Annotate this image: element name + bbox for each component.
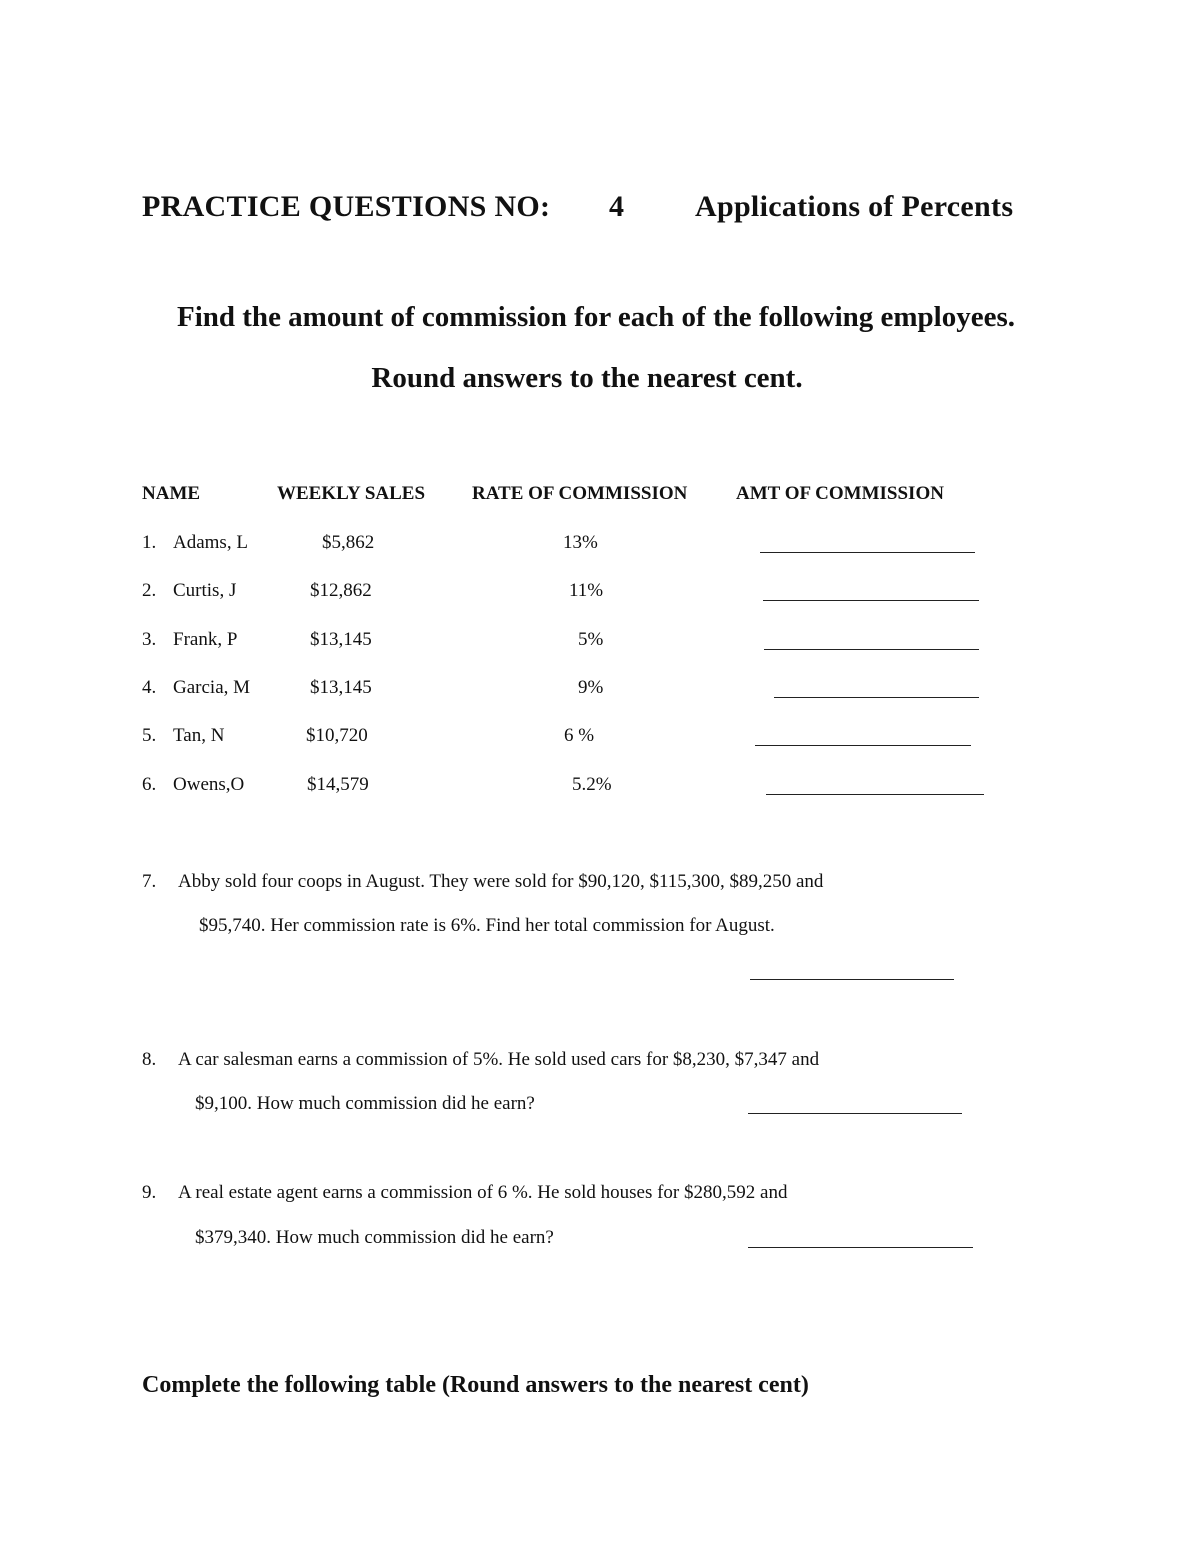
row-rate: 11% xyxy=(569,580,604,601)
question-number: 8. xyxy=(142,1049,157,1070)
row-sales: $13,145 xyxy=(310,629,372,650)
answer-blank[interactable] xyxy=(763,600,979,601)
title-topic: Applications of Percents xyxy=(695,190,1014,223)
row-rate: 9% xyxy=(578,677,604,698)
row-number: 5. xyxy=(142,725,157,746)
header-rate: RATE OF COMMISSION xyxy=(472,483,688,504)
row-name: Tan, N xyxy=(173,725,225,746)
row-number: 1. xyxy=(142,532,157,553)
row-rate: 5.2% xyxy=(572,774,612,795)
answer-blank[interactable] xyxy=(748,1113,962,1114)
title-label: PRACTICE QUESTIONS NO: xyxy=(142,190,551,223)
header-name: NAME xyxy=(142,483,201,504)
row-name: Owens,O xyxy=(173,774,245,795)
answer-blank[interactable] xyxy=(764,649,979,650)
answer-blank[interactable] xyxy=(748,1247,973,1248)
row-sales: $10,720 xyxy=(306,725,368,746)
row-name: Frank, P xyxy=(173,629,238,650)
question-text-line-1: Abby sold four coops in August. They were sold for $90,120, $115,300, $89,250 and xyxy=(178,871,824,892)
row-number: 4. xyxy=(142,677,157,698)
answer-blank[interactable] xyxy=(750,979,954,980)
question-text-line-2: $95,740. Her commission rate is 6%. Find her total commission for August. xyxy=(199,915,775,936)
row-sales: $14,579 xyxy=(307,774,369,795)
row-name: Garcia, M xyxy=(173,677,251,698)
question-text-line-1: A car salesman earns a commission of 5%. He sold used cars for $8,230, $7,347 and xyxy=(178,1049,820,1070)
row-name: Adams, L xyxy=(173,532,248,553)
row-number: 3. xyxy=(142,629,157,650)
answer-blank[interactable] xyxy=(755,745,971,746)
row-number: 6. xyxy=(142,774,157,795)
row-sales: $5,862 xyxy=(322,532,375,553)
answer-blank[interactable] xyxy=(774,697,979,698)
answer-blank[interactable] xyxy=(760,552,975,553)
question-number: 9. xyxy=(142,1182,157,1203)
header-weekly-sales: WEEKLY SALES xyxy=(277,483,426,504)
answer-blank[interactable] xyxy=(766,794,984,795)
row-rate: 6 % xyxy=(564,725,595,746)
row-number: 2. xyxy=(142,580,157,601)
header-amount: AMT OF COMMISSION xyxy=(736,483,944,504)
question-text-line-1: A real estate agent earns a commission of 6 %. He sold houses for $280,592 and xyxy=(178,1182,788,1203)
question-text-line-2: $9,100. How much commission did he earn? xyxy=(195,1093,535,1114)
row-sales: $12,862 xyxy=(310,580,372,601)
row-sales: $13,145 xyxy=(310,677,372,698)
title-number: 4 xyxy=(609,190,625,223)
question-number: 7. xyxy=(142,871,157,892)
row-rate: 13% xyxy=(563,532,598,553)
row-rate: 5% xyxy=(578,629,604,650)
table-instruction: Complete the following table (Round answers to the nearest cent) xyxy=(142,1372,809,1398)
question-text-line-2: $379,340. How much commission did he earn? xyxy=(195,1227,554,1248)
instruction-line-1: Find the amount of commission for each of the following employees. xyxy=(177,301,1015,333)
row-name: Curtis, J xyxy=(173,580,237,601)
instruction-line-2: Round answers to the nearest cent. xyxy=(371,362,803,394)
